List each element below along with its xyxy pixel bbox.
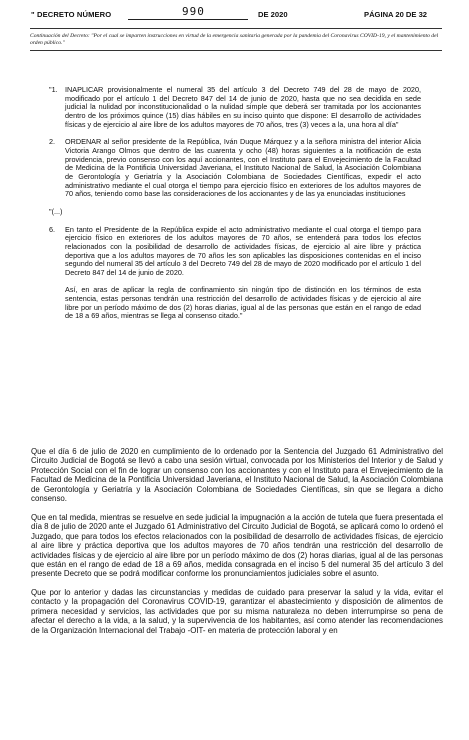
quoted-item-text: ORDENAR al señor presidente de la República, Iván Duque Márquez y a la señora ministra del interior Alicia Victoria Arango Olmos que dentro de las cuarenta y ocho (48) horas siguientes a la notificación de esta providencia, previo consenso con los aquí accionantes, con el Instituto para el Envejecimiento de la Facultad de Medicina de la Pontificia Universidad Javeriana, el Instituto Nacional de Salud, la Asociación Colombiana de Gerontología y Geriatría y la Asociación Colombiana de Sociedades Científicas, expedir el acto administrativo mediante el cual otorga el tiempo para ejercicio físico en exteriores de los adultos mayores de 70 años, teniendo como base las consideraciones de los accionantes y de las ya enunciadas instituciones bbox=[65, 137, 421, 199]
decree-body bbox=[31, 447, 443, 644]
decree-year: DE 2020 bbox=[258, 10, 288, 19]
decree-label: DECRETO NÚMERO bbox=[37, 10, 112, 19]
quoted-item-text: En tanto el Presidente de la República expide el acto administrativo mediante el cual otorga el tiempo para ejercicio físico en exteriores de los adultos mayores de 70 años, se entenderá para todos los efectos relacionados con la posibilidad de desarrollo de actividades físicas, de ejercicio al aire libre y práctica deportiva que a los adultos mayores de 70 años les son aplicables las disposiciones contenidas en el inciso segundo del numeral 35 del artículo 3 del Decreto 749 del 28 de mayo de 2020 modificado por el artículo 1 del Decreto 847 del 14 de junio de 2020. bbox=[65, 224, 421, 277]
quoted-item-6 bbox=[49, 226, 421, 278]
body-paragraph-2: Que en tal medida, mientras se resuelve en sede judicial la impugnación a la acción de tutela que fuera presentada el día 8 de julio de 2020 ante el Juzgado 61 Administrativo del Circuito Judicial de Bogotá, se aplicará como lo ordenó el Juzgado, que para todos los efectos relacionados con la posibilidad de desarrollo de actividades físicas, de ejercicio al aire libre y práctica deportiva que los adultos mayores de 70 años tendrán una restricción del desarrollo de actividades físicas y de ejercicio al aire libre por un período máximo de dos (2) horas diarias, igual al de las personas que están en el rango de edad de 18 a 69 años, medida consagrada en el inciso 5 del numeral 35 del artículo 3 del presente Decreto que se podrá modificar conforme los pronunciamientos judiciales sobre el asunto. bbox=[31, 512, 443, 579]
quoted-item-6-paragraph: Así, en aras de aplicar la regla de confinamiento sin ningún tipo de distinción en los términos de esta sentencia, estas personas tendrán una restricción del desarrollo de actividades físicas y de ejercicio al aire libre por un período máximo de dos (2) horas diarias, igual al de las personas que están en el rango de edad de 18 a 69 años, mientras se llega al consenso citado." bbox=[65, 285, 421, 321]
body-paragraph-3: Que por lo anterior y dadas las circunstancias y medidas de cuidado para preservar la salud y la vida, evitar el contacto y la propagación del Coronavirus COVID-19, garantizar el abastecimiento y disposición de alimentos de primera necesidad y servicios, las actividades que por su misma naturaleza no deben interrumpirse so pena de afectar el derecho a la vida, a la salud, y la supervivencia de los habitantes, así como atender las recomendaciones de la Organización Internacional del Trabajo -OIT- en materia de protección laboral y en bbox=[31, 587, 443, 635]
decree-number-line bbox=[128, 19, 248, 20]
header-open-quote: " bbox=[31, 10, 35, 19]
quoted-item-text: INAPLICAR provisionalmente el numeral 35 del artículo 3 del Decreto 749 del 28 de mayo de 2020, modificado por el artículo 1 del Decreto 847 del 14 de junio de 2020, hasta que no sea decidida en sede judicial la nulidad por inconstitucionalidad o la nulidad simple que deberá ser tramitada por los accionantes dentro de los próximos quince (15) días hábiles en su inciso quinto que dispone: El desarrollo de actividades físicas y de ejercicio al aire libre de los adultos mayores de 70 años, tres (3) veces a la, una hora al día" bbox=[65, 85, 421, 129]
continuation-banner: Continuación del Decreto: "Por el cual se imparten instrucciones en virtud de la emergencia sanitaria generada por la pandemia del Coronavirus COVID-19, y el mantenimiento del orden público." bbox=[30, 28, 442, 51]
quoted-ellipsis: "(...) bbox=[49, 206, 63, 216]
quoted-item-1 bbox=[49, 86, 421, 129]
quoted-item-number: 6. bbox=[49, 224, 56, 234]
quoted-item-number: 2. bbox=[49, 137, 56, 147]
quoted-item-number: "1. bbox=[49, 85, 58, 94]
quoted-item-2 bbox=[49, 138, 421, 199]
quoted-order-block bbox=[49, 86, 421, 321]
body-paragraph-1: Que el día 6 de julio de 2020 en cumplimiento de lo ordenado por la Sentencia del Juzgado 61 Administrativo del Circuito Judicial de Bogotá se llevó a cabo una sesión virtual, convocada por los Ministerios del Interior y de Salud y Protección Social con el fin de lograr un consenso con los accionantes y con el Instituto para el Envejecimiento de la Facultad de Medicina de la Pontificia Universidad Javeriana, el Instituto Nacional de Salud, la Asociación Colombiana de Gerontología y Geriatría y la Asociación Colombiana de Sociedades Científicas, sin que se llegara a dicho consenso. bbox=[31, 447, 443, 504]
page-header bbox=[0, 6, 469, 24]
decree-number: 990 bbox=[182, 5, 205, 18]
page-number: PÁGINA 20 DE 32 bbox=[364, 10, 428, 19]
